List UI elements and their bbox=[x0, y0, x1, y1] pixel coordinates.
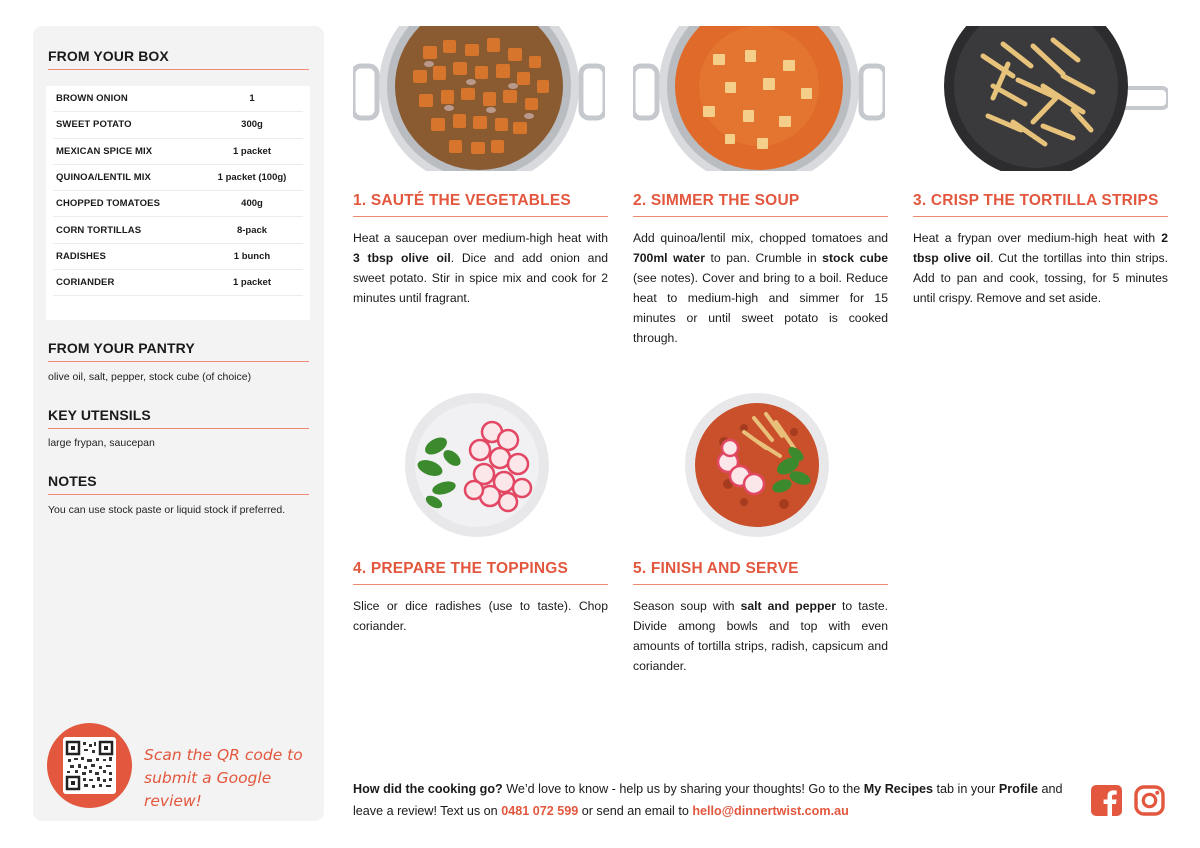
ingredients-table bbox=[46, 86, 310, 320]
step-emphasis: salt and pepper bbox=[740, 599, 836, 613]
notes-text: You can use stock paste or liquid stock if preferred. bbox=[48, 504, 286, 516]
step-emphasis: 2 tbsp olive oil bbox=[913, 231, 1168, 265]
footer-text: and leave a review! Text us on bbox=[353, 782, 1063, 818]
step-2-title: 2. SIMMER THE SOUP bbox=[633, 192, 888, 217]
footer-text: tab in your bbox=[933, 782, 999, 796]
ingredient-qty: 1 packet (100g) bbox=[217, 172, 287, 184]
ingredient-name: RADISHES bbox=[56, 250, 106, 262]
ingredient-qty: 1 bunch bbox=[233, 250, 271, 262]
qr-caption-line: submit a Google review! bbox=[144, 769, 272, 810]
table-row bbox=[53, 139, 303, 165]
table-row bbox=[53, 112, 303, 138]
table-row bbox=[53, 165, 303, 191]
table-row bbox=[53, 86, 303, 112]
step-3-image bbox=[913, 26, 1168, 176]
step-1-body bbox=[353, 228, 608, 308]
my-recipes-link[interactable]: My Recipes bbox=[863, 782, 934, 796]
step-2-body bbox=[633, 228, 888, 348]
ingredient-qty: 300g bbox=[241, 119, 263, 131]
ingredient-name: QUINOA/LENTIL MIX bbox=[56, 172, 151, 184]
ingredient-name: MEXICAN SPICE MIX bbox=[56, 145, 153, 157]
step-text: to pan. Crumble in bbox=[704, 251, 823, 265]
facebook-icon bbox=[1091, 785, 1122, 816]
ingredient-name: CHOPPED TOMATOES bbox=[56, 198, 161, 210]
ingredient-name: BROWN ONION bbox=[56, 93, 128, 105]
step-text: . Dice and add onion and sweet potato. Stir in spice mix and cook for 2 minutes until fragrant. bbox=[353, 251, 608, 305]
step-4-body bbox=[353, 596, 608, 636]
qr-code[interactable] bbox=[63, 737, 116, 794]
pantry-text: olive oil, salt, pepper, stock cube (of choice) bbox=[48, 371, 252, 383]
utensils-text: large frypan, saucepan bbox=[48, 437, 155, 449]
notes-heading: NOTES bbox=[48, 473, 309, 495]
step-5-image bbox=[684, 392, 830, 543]
qr-caption bbox=[144, 744, 314, 813]
step-1-image bbox=[353, 26, 605, 176]
ingredient-name: CORIANDER bbox=[56, 277, 115, 289]
step-5-body bbox=[633, 596, 888, 676]
instagram-link[interactable] bbox=[1134, 785, 1165, 821]
step-emphasis: 3 tbsp olive oil bbox=[353, 251, 451, 265]
step-4-image bbox=[404, 392, 550, 543]
feedback-footer bbox=[353, 778, 1083, 822]
footer-text: We’d love to know - help us by sharing your thoughts! Go to the bbox=[502, 782, 864, 796]
step-5-title: 5. FINISH AND SERVE bbox=[633, 560, 888, 585]
footer-text: or send an email to bbox=[578, 804, 693, 818]
from-your-box-heading: FROM YOUR BOX bbox=[48, 48, 309, 70]
step-3-title: 3. CRISP THE TORTILLA STRIPS bbox=[913, 192, 1168, 217]
ingredient-name: SWEET POTATO bbox=[56, 119, 132, 131]
ingredient-name: CORN TORTILLAS bbox=[56, 224, 142, 236]
step-4-title: 4. PREPARE THE TOPPINGS bbox=[353, 560, 608, 585]
step-3-body bbox=[913, 228, 1168, 308]
ingredient-qty: 1 bbox=[249, 93, 255, 105]
footer-emphasis: How did the cooking go? bbox=[353, 782, 503, 796]
ingredient-qty: 400g bbox=[241, 198, 263, 210]
step-text: Season soup with bbox=[633, 599, 741, 613]
step-text: . Cut the tortillas into thin strips. Add to pan and cook, tossing, for 5 minutes until crispy. Remove and set aside. bbox=[913, 251, 1168, 305]
table-row bbox=[53, 270, 303, 296]
facebook-link[interactable] bbox=[1091, 785, 1122, 821]
from-your-pantry-heading: FROM YOUR PANTRY bbox=[48, 340, 309, 362]
step-2-image bbox=[633, 26, 885, 176]
phone-link[interactable]: 0481 072 599 bbox=[501, 804, 579, 818]
step-1-title: 1. SAUTÉ THE VEGETABLES bbox=[353, 192, 608, 217]
step-text: to taste. Divide among bowls and top with even amounts of tortilla strips, radish, capsicum and coriander. bbox=[633, 599, 889, 673]
step-text: Heat a frypan over medium-high heat with bbox=[913, 231, 1162, 245]
qr-badge bbox=[47, 723, 132, 808]
ingredient-qty: 8-pack bbox=[236, 224, 268, 236]
step-text: Slice or dice radishes (use to taste). Chop coriander. bbox=[353, 599, 608, 633]
qr-code-icon bbox=[63, 737, 116, 794]
qr-caption-line: Scan the QR code to bbox=[144, 746, 303, 764]
step-text: (see notes). Cover and bring to a boil. Reduce heat to medium-high and simmer for 15 minutes or until sweet potato is cooked through. bbox=[633, 271, 888, 345]
table-row bbox=[53, 191, 303, 217]
ingredient-qty: 1 packet bbox=[232, 145, 272, 157]
email-link[interactable]: hello@dinnertwist.com.au bbox=[692, 804, 849, 818]
instagram-icon bbox=[1134, 785, 1165, 816]
ingredients-sidebar bbox=[33, 26, 324, 821]
profile-link[interactable]: Profile bbox=[998, 782, 1039, 796]
step-text: Heat a saucepan over medium-high heat with bbox=[353, 231, 608, 245]
step-text: Add quinoa/lentil mix, chopped tomatoes and bbox=[633, 231, 888, 245]
step-emphasis: stock cube bbox=[822, 251, 889, 265]
table-row bbox=[53, 217, 303, 243]
table-row bbox=[53, 244, 303, 270]
step-emphasis: 700ml water bbox=[633, 251, 705, 265]
key-utensils-heading: KEY UTENSILS bbox=[48, 407, 309, 429]
ingredient-qty: 1 packet bbox=[232, 277, 272, 289]
